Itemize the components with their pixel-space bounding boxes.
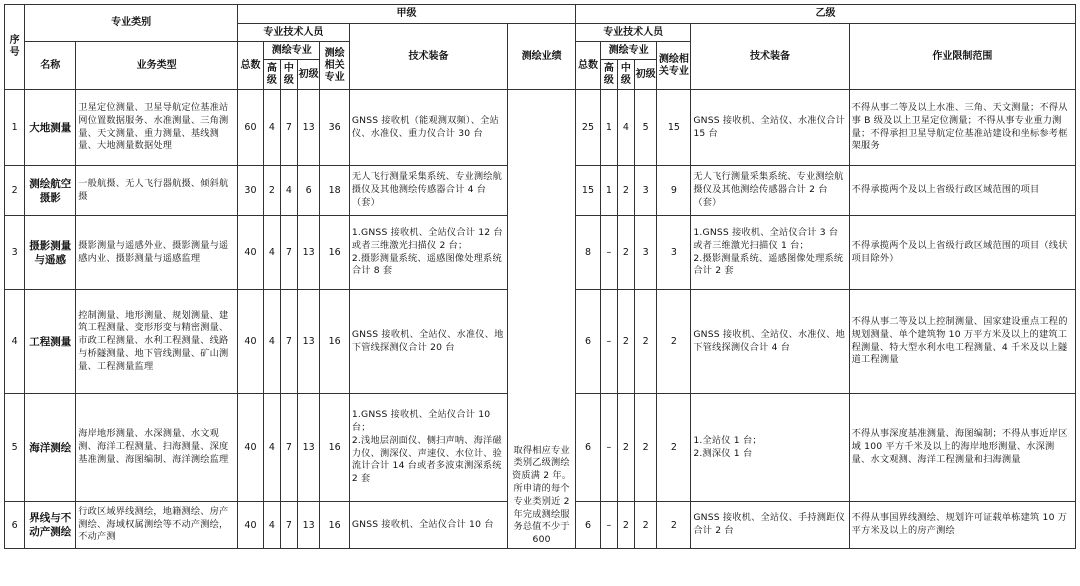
b-senior: – [600,290,617,394]
header-performance: 测绘业绩 [508,24,576,90]
row-business-type: 控制测量、地形测量、规划测量、建筑工程测量、变形形变与精密测量、市政工程测量、水利工程测量、线路与桥隧测量、地下管线测量、矿山测量、工程测量监理 [76,290,238,394]
header-staff-a: 专业技术人员 [237,24,349,42]
row-business-type: 一般航摄、无人飞行器航摄、倾斜航摄 [76,166,238,216]
b-equipment: 1.全站仪 1 台； 2.测深仪 1 台 [691,394,849,502]
header-seq: 序号 [5,5,25,90]
header-junior-b: 初级 [634,60,657,90]
header-senior-a: 高级 [263,60,280,90]
a-junior: 6 [297,166,320,216]
a-senior: 4 [263,394,280,502]
row-business-type: 卫星定位测量、卫星导航定位基准站网位置数据服务、水准测量、三角测量、天文测量、重力测量、基线测量、大地测量数据处理 [76,90,238,166]
header-related-b: 测绘相关专业 [657,42,691,90]
b-related: 2 [657,394,691,502]
header-scope: 作业限制范围 [849,24,1075,90]
a-equipment: 1.GNSS 接收机、全站仪合计 10 台； 2.浅地层剖面仪、侧扫声呐、海洋磁力仪、测深仪、声速仪、水位计、验流计合计 14 台或者多波束测深系统 2 套 [349,394,507,502]
a-senior: 4 [263,216,280,290]
b-senior: 1 [600,90,617,166]
table-row [5,90,1076,166]
a-related: 16 [320,290,349,394]
a-middle: 7 [280,502,297,549]
a-related: 16 [320,216,349,290]
header-equipment-b: 技术装备 [691,24,849,90]
b-equipment: GNSS 接收机、全站仪、水准仪、地下管线探测仪合计 4 台 [691,290,849,394]
header-junior-a: 初级 [297,60,320,90]
b-total: 15 [576,166,601,216]
a-junior: 13 [297,90,320,166]
row-business-type: 摄影测量与遥感外业、摄影测量与遥感内业、摄影测量与遥感监理 [76,216,238,290]
row-name: 界线与不动产测绘 [25,502,76,549]
b-middle: 2 [617,290,634,394]
b-scope: 不得从事二等及以上控制测量、国家建设重点工程的规划测量、单个建筑物 10 万平方米及以上的建筑工程测量、特大型水利水电工程测量、4 千米及以上隧道工程测量 [849,290,1075,394]
b-equipment: 1.GNSS 接收机、全站仪合计 3 台或者三维激光扫描仪 1 台； 2.摄影测量系统、遥感图像处理系统合计 2 套 [691,216,849,290]
b-middle: 4 [617,90,634,166]
b-equipment: GNSS 接收机、全站仪、手持测距仪合计 2 台 [691,502,849,549]
a-junior: 13 [297,502,320,549]
b-scope: 不得从事国界线测绘、规划许可证载单栋建筑 10 万平方米及以上的房产测绘 [849,502,1075,549]
b-middle: 2 [617,502,634,549]
header-survey-major-b: 测绘专业 [600,42,657,60]
a-senior: 4 [263,90,280,166]
b-senior: – [600,502,617,549]
b-related: 2 [657,290,691,394]
a-senior: 4 [263,502,280,549]
header-equipment-a: 技术装备 [349,24,507,90]
b-junior: 2 [634,502,657,549]
a-junior: 13 [297,394,320,502]
row-business-type: 行政区域界线测绘，地籍测绘、房产测绘、海域权属测绘等不动产测绘，不动产测 [76,502,238,549]
a-equipment: 1.GNSS 接收机、全站仪合计 12 台或者三维激光扫描仪 2 台； 2.摄影测量系统、遥感图像处理系统合计 8 套 [349,216,507,290]
a-equipment: GNSS 接收机（能观测双频）、全站仪、水准仪、重力仪合计 30 台 [349,90,507,166]
header-name: 名称 [25,42,76,90]
a-senior: 2 [263,166,280,216]
a-related: 18 [320,166,349,216]
b-scope: 不得从事深度基准测量、海图编制；不得从事近岸区域 100 平方千米及以上的海岸地形测量、水深测量、水文观测、海洋工程测量和扫海测量 [849,394,1075,502]
b-middle: 2 [617,216,634,290]
b-total: 6 [576,502,601,549]
a-equipment: 无人飞行测量采集系统、专业测绘航摄仪及其他测绘传感器合计 4 台（套） [349,166,507,216]
qualification-table [4,4,1076,549]
a-total: 40 [237,502,263,549]
b-related: 2 [657,502,691,549]
b-related: 9 [657,166,691,216]
b-senior: – [600,216,617,290]
header-senior-b: 高级 [600,60,617,90]
row-business-type: 海岸地形测量、水深测量、水文观测、海洋工程测量、扫海测量、深度基准测量、海图编制、海洋测绘监理 [76,394,238,502]
performance-text: 取得相应专业类别乙级测绘资质满 2 年。所申请的每个专业类别近 2 年完成测绘服务总值不少于 600 [511,444,572,546]
header-middle-a: 中级 [280,60,297,90]
a-equipment: GNSS 接收机、全站仪合计 10 台 [349,502,507,549]
a-middle: 7 [280,394,297,502]
b-total: 25 [576,90,601,166]
row-name: 大地测量 [25,90,76,166]
a-junior: 13 [297,216,320,290]
header-prof-category: 专业类别 [25,5,238,42]
b-middle: 2 [617,166,634,216]
row-seq: 6 [5,502,25,549]
header-total-a: 总数 [237,42,263,90]
a-total: 40 [237,394,263,502]
b-junior: 2 [634,394,657,502]
a-related: 16 [320,502,349,549]
row-name: 工程测量 [25,290,76,394]
row-seq: 2 [5,166,25,216]
header-staff-b: 专业技术人员 [576,24,691,42]
b-junior: 2 [634,290,657,394]
a-junior: 13 [297,290,320,394]
a-total: 60 [237,90,263,166]
row-seq: 5 [5,394,25,502]
header-survey-major-a: 测绘专业 [263,42,320,60]
a-middle: 4 [280,166,297,216]
row-name: 摄影测量与遥感 [25,216,76,290]
b-junior: 3 [634,166,657,216]
a-related: 16 [320,394,349,502]
row-seq: 3 [5,216,25,290]
b-senior: – [600,394,617,502]
b-total: 6 [576,394,601,502]
header-total-b: 总数 [576,42,601,90]
b-senior: 1 [600,166,617,216]
performance-cell [508,90,576,549]
b-middle: 2 [617,394,634,502]
b-equipment: 无人飞行测量采集系统、专业测绘航摄仪及其他测绘传感器合计 2 台（套） [691,166,849,216]
header-business-type: 业务类型 [76,42,238,90]
b-junior: 5 [634,90,657,166]
header-related-a: 测绘相关专业 [320,42,349,90]
b-scope: 不得从事二等及以上水准、三角、天文测量；不得从事 B 级及以上卫星定位测量；不得从事专业重力测量；不得承担卫星导航定位基准站建设和坐标参考框架服务 [849,90,1075,166]
a-equipment: GNSS 接收机、全站仪、水准仪、地下管线探测仪合计 20 台 [349,290,507,394]
row-seq: 1 [5,90,25,166]
a-total: 30 [237,166,263,216]
b-scope: 不得承揽两个及以上省级行政区域范围的项目 [849,166,1075,216]
a-total: 40 [237,216,263,290]
b-junior: 3 [634,216,657,290]
a-total: 40 [237,290,263,394]
b-related: 3 [657,216,691,290]
b-scope: 不得承揽两个及以上省级行政区域范围的项目（线状项目除外） [849,216,1075,290]
b-total: 6 [576,290,601,394]
a-middle: 7 [280,90,297,166]
a-middle: 7 [280,290,297,394]
header-middle-b: 中级 [617,60,634,90]
header-grade-a: 甲级 [237,5,575,24]
a-senior: 4 [263,290,280,394]
header-grade-b: 乙级 [576,5,1076,24]
row-name: 海洋测绘 [25,394,76,502]
a-middle: 7 [280,216,297,290]
b-equipment: GNSS 接收机、全站仪、水准仪合计 15 台 [691,90,849,166]
row-seq: 4 [5,290,25,394]
row-name: 测绘航空摄影 [25,166,76,216]
a-related: 36 [320,90,349,166]
b-related: 15 [657,90,691,166]
b-total: 8 [576,216,601,290]
